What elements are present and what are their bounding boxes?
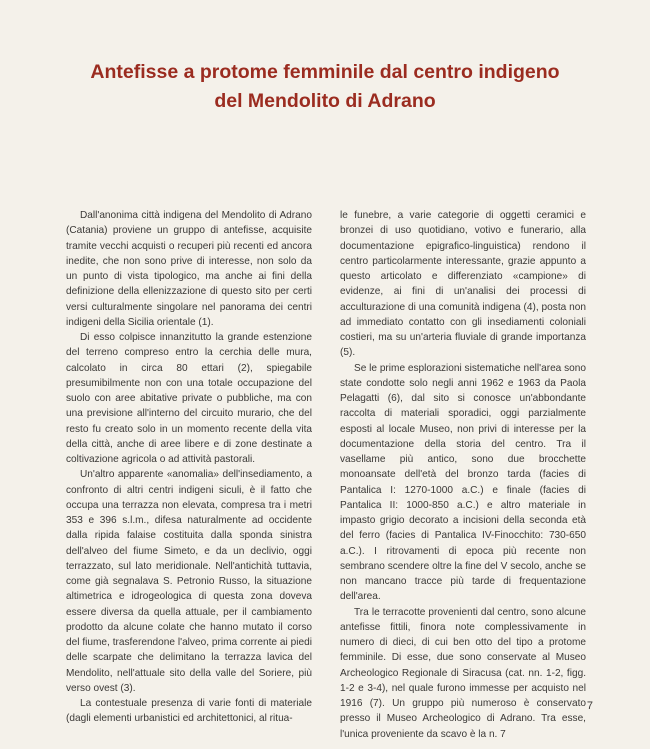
article-title-line-2: del Mendolito di Adrano xyxy=(214,90,436,112)
article-title-line-1: Antefisse a protome femminile dal centro indigeno xyxy=(90,61,560,83)
paragraph: Se le prime esplorazioni sistematiche nell'area sono state condotte solo negli anni 1962 e 1963 da Paola Pelagatti (6), dal sito si conosce un'abbondante raccolta di materiali sporadici, oggi parzialmente esposti al locale Museo, non privi di interesse per la documentazione della storia del centro. Tra il vasellame più antico, sono due brocchette monoansate dell'età del bronzo tarda (facies di Pantalica I: 1270-1000 a.C.) e finale (facies di Pantalica II: 1000-850 a.C.) e altro materiale in impasto grigio decorato a incisioni della seconda età del ferro (facies di Pantalica IV-Finocchito: 730-650 a.C.). I ritrovamenti di epoca più recente non sembrano scendere oltre la fine del V secolo, anche se non mancano tracce più tarde di frequentazione dell'area. xyxy=(340,362,586,603)
paragraph: le funebre, a varie categorie di oggetti ceramici e bronzei di uso quotidiano, votivo e funerario, alla documentazione epigrafico-linguistica) rendono il centro particolarmente interessante, grazie appunto a questo articolato e differenziato «campione» di evidenze, ai fini di un'analisi dei processi di acculturazione di una comunità indigena (4), posta non ad immediato contatto con gli insediamenti coloniali costieri, ma su un'arteria fluviale di grande importanza (5). xyxy=(340,210,586,359)
page-number: 7 xyxy=(586,700,593,712)
article-title xyxy=(40,58,610,116)
paragraph: Di esso colpisce innanzitutto la grande estenzione del terreno compreso entro la cerchia delle mura, calcolato in circa 80 ettari (2), spiegabile presumibilmente non con una totale occupazione del suolo con aree abitative private o pubbliche, ma con una previsione all'interno del circuito murario, che del resto fu creato solo in un momento recente della vita della città, anche di aree libere e di zone destinate a coltivazione agricola o ad attività pastorali. xyxy=(66,332,312,465)
paragraph: Un'altro apparente «anomalia» dell'insediamento, a confronto di altri centri indigeni siculi, è il fatto che occupa una terrazza non elevata, compresa tra i metri 353 e 396 s.l.m., difesa naturalmente ad occidente dalla ripida falaise costituita dalla sponda sinistra dell'alveo del fiume Simeto, e da un declivio, oggi terrazzato, sul lato meridionale. Nell'antichità tuttavia, come già segnalava S. Petronio Russo, la situazione altimetrica e idrogeologica di questa zona doveva essere diversa da quella attuale, per il cambiamento prodotto da alcune colate che hanno mutato il corso del fiume, trasferendone l'alveo, prima corrente ai piedi delle scarpate che delimitano la terrazza lavica del Mendolito, nell'attuale sito della valle del Soriere, più verso ovest (3). xyxy=(66,469,312,694)
left-column xyxy=(66,208,312,727)
paragraph: Dall'anonima città indigena del Mendolito di Adrano (Catania) proviene un gruppo di antefisse, acquisite tramite vecchi acquisti o recuperi più recenti ed ancora inedite, che non sono prive di interesse, non solo da un punto di vista tipologico, ma anche ai fini della definizione della ellenizzazione di questo sito per certi versi culturalmente singolare nel panorama dei centri indigeni della Sicilia orientale (1). xyxy=(66,210,312,328)
paragraph: La contestuale presenza di varie fonti di materiale (dagli elementi urbanistici ed architettonici, al ritua- xyxy=(66,698,312,725)
paragraph: Tra le terracotte provenienti dal centro, sono alcune antefisse fittili, finora note complessivamente in numero di dieci, di cui ben otto del tipo a protome femminile. Di esse, due sono conservate al Museo Archeologico Regionale di Siracusa (cat. nn. 1-2, figg. 1-2 e 3-4), nel quale furono immesse per acquisto nel 1916 (7). Un gruppo più numeroso è conservato presso il Museo Archeologico di Adrano. Tra esse, l'unica proveniente da scavo è la n. 7 xyxy=(340,606,586,740)
right-column xyxy=(340,208,586,742)
